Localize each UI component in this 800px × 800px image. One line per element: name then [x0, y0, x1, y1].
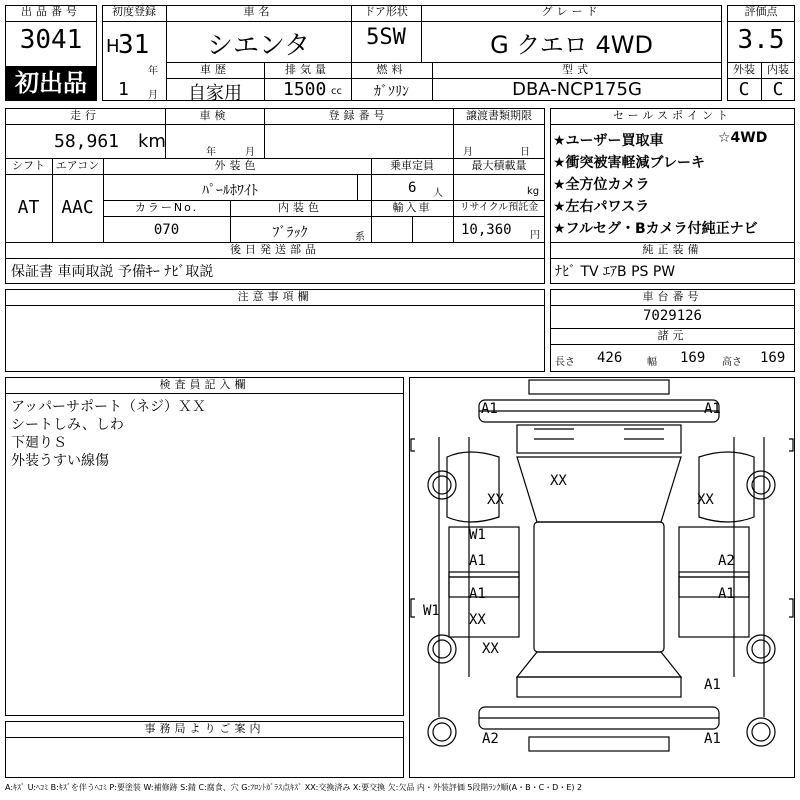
later-parts: 保証書 車両取説 予備ｷｰ ﾅﾋﾞ取説 [11, 264, 214, 280]
car-name: シエンタ [207, 31, 310, 61]
car-diagram [409, 377, 795, 778]
sales-point-1: ★ユーザー買取車 [553, 133, 664, 149]
length-label: 長さ [555, 357, 575, 368]
mark-right-rear-door-a1: A1 [718, 586, 735, 602]
transfer-label: 譲渡書類期限 [466, 109, 532, 122]
first-reg-label: 初度登録 [112, 5, 156, 18]
color-no-label: カラーNo. [134, 201, 199, 214]
sales-point-4: ★左右パワスラ [553, 199, 650, 215]
inspector-label: 検査員記入欄 [159, 378, 250, 391]
mark-left-sill-w1: W1 [423, 603, 440, 619]
inspector-line-1: アッパーサポート（ネジ）ＸＸ [11, 399, 207, 415]
ext-score: C [738, 79, 750, 100]
load-unit: kg [527, 186, 540, 197]
door-label: ドア形状 [364, 5, 408, 18]
grade-label: グレード [541, 5, 602, 18]
mark-left-rear-door-xx: XX [469, 612, 486, 628]
history-label: 車歴 [200, 63, 230, 76]
model-label: 型式 [562, 63, 592, 76]
fuel: ｶﾞｿﾘﾝ [374, 84, 409, 100]
shift-label: シフト [12, 159, 45, 172]
recycle: 10,360 [461, 222, 512, 238]
km-unit: km [138, 131, 166, 152]
int-color-label: 内装色 [278, 201, 323, 214]
seats-label: 乗車定員 [390, 159, 434, 172]
equipment-label: 純正装備 [642, 243, 703, 256]
sales-label: セールスポイント [612, 109, 732, 122]
mark-right-quarter-a1: A1 [704, 677, 721, 693]
recycle-label: リサイクル預託金 [459, 202, 539, 213]
mark-left-front-door-w1: W1 [469, 527, 486, 543]
score-label: 評価点 [744, 5, 778, 18]
car-name-label: 車名 [243, 5, 274, 18]
ext-label: 外装 [733, 63, 755, 76]
displacement-label: 排気量 [285, 63, 330, 76]
shift: AT [17, 197, 40, 218]
notes-label: 注意事項欄 [237, 290, 313, 303]
length: 426 [597, 350, 623, 366]
sales-point-5: ★フルセグ・Bカメラ付純正ナビ [553, 221, 758, 237]
recycle-unit: 円 [530, 230, 540, 241]
inspection-label: 車検 [199, 109, 230, 122]
mark-left-fender-xx: XX [487, 492, 504, 508]
grade: G クエロ 4WD [490, 31, 653, 59]
lot-no: 3041 [19, 25, 83, 55]
sales-extra: ☆4WD [718, 130, 768, 146]
int-score: C [772, 79, 784, 100]
legend: A:ｷｽﾞ U:ﾍｺﾐ B:ｷｽﾞを伴うﾍｺﾐ P:要塗装 W:補修跡 S:錆 C:腐食、穴 G:ﾌﾛﾝﾄｶﾞﾗｽ点ｷｽﾞ XX:交換済み X:要交換 欠:欠品 内・外装評価 5段階ﾗﾝｸ順(A・B・C・D・E) 2 [5, 783, 583, 792]
mark-right-front-door-a2: A2 [718, 553, 735, 569]
sales-point-3: ★全方位カメラ [553, 177, 650, 193]
reg-month: 1 [118, 79, 129, 100]
door: 5SW [366, 25, 406, 50]
seats-unit: 人 [433, 188, 443, 199]
color-no: 070 [153, 222, 180, 238]
reg-year: 31 [118, 30, 150, 60]
later-label: 後日発送部品 [230, 243, 320, 256]
year-unit: 年 [148, 66, 158, 77]
import-label: 輸入車 [392, 201, 432, 214]
height: 169 [760, 350, 786, 366]
mark-rear-right-a1: A1 [704, 731, 721, 747]
inspection-month-unit: 月 [245, 147, 255, 158]
inspector-line-3: 下廻りＳ [11, 435, 67, 451]
first-listing-text: 初出品 [15, 69, 87, 97]
mark-left-front-door-a1: A1 [469, 553, 486, 569]
era: H [106, 36, 120, 57]
mark-left-rear-door-a1: A1 [469, 586, 486, 602]
load-label: 最大積載量 [471, 159, 527, 172]
reg-no-label: 登録番号 [328, 109, 389, 122]
history: 自家用 [188, 83, 242, 104]
inspector-line-2: シートしみ、しわ [11, 417, 124, 433]
cc-unit: cc [331, 86, 342, 97]
int-color-unit: 系 [355, 232, 365, 243]
office-label: 事務局よりご案内 [144, 722, 265, 735]
transfer-day-unit: 日 [520, 147, 530, 158]
fuel-label: 燃料 [376, 63, 407, 76]
inspection-year-unit: 年 [206, 147, 216, 158]
ac: AAC [61, 197, 94, 218]
int-color: ﾌﾞﾗｯｸ [272, 225, 308, 241]
mark-right-fender-xx: XX [697, 492, 714, 508]
color-label: 外装色 [214, 159, 260, 172]
model: DBA-NCP175G [512, 79, 642, 100]
mark-front-right-a1: A1 [704, 401, 721, 417]
mark-left-quarter-xx: XX [482, 641, 499, 657]
score: 3.5 [737, 25, 785, 55]
dims-label: 諸元 [657, 329, 688, 342]
mark-front-left-a1: A1 [481, 401, 498, 417]
chassis-no: 7029126 [642, 308, 702, 324]
width: 169 [680, 350, 706, 366]
displacement: 1500 [283, 79, 327, 100]
inspector-line-4: 外装うすい線傷 [11, 453, 109, 469]
mark-hood-xx: XX [550, 473, 567, 489]
int-label: 内装 [767, 63, 789, 76]
mileage: 58,961 [54, 131, 120, 152]
mark-rear-left-a2: A2 [482, 731, 499, 747]
month-unit: 月 [148, 90, 158, 101]
transfer-month-unit: 月 [463, 147, 473, 158]
equipment: ﾅﾋﾞ TV ｴｱB PS PW [555, 264, 676, 280]
ac-label: エアコン [55, 159, 100, 172]
height-label: 高さ [722, 357, 742, 368]
mileage-label: 走行 [70, 109, 100, 122]
color: ﾊﾟｰﾙﾎﾜｲﾄ [202, 183, 258, 199]
seats: 6 [408, 180, 417, 196]
lot-no-label: 出品番号 [21, 5, 81, 18]
width-label: 幅 [647, 357, 657, 368]
chassis-label: 車台番号 [642, 290, 703, 303]
sales-point-2: ★衝突被害軽減ブレーキ [553, 155, 705, 171]
